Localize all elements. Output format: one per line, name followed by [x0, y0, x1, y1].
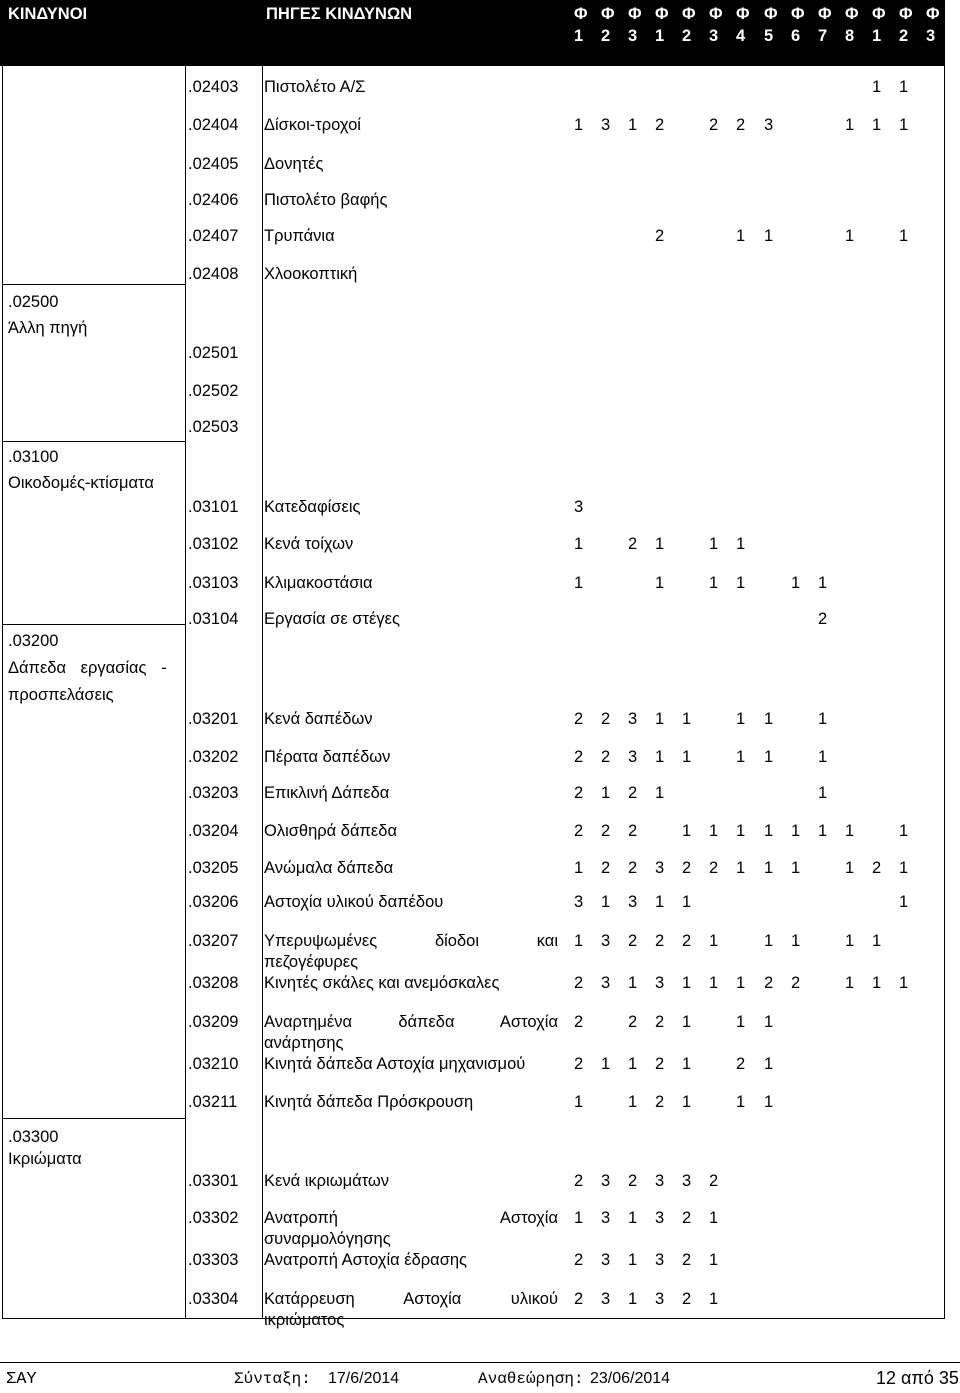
phase-value: 1 — [655, 748, 665, 766]
phase-value: 1 — [764, 822, 774, 840]
phase-value: 1 — [682, 893, 692, 911]
source-code: .02503 — [188, 418, 239, 436]
source-code: .03211 — [188, 1093, 238, 1111]
table-row — [186, 417, 943, 437]
source-description: Ανατροπή Αστοχία — [264, 1209, 558, 1227]
phase-value: 1 — [818, 784, 828, 802]
source-description: Αναρτημένα δάπεδα Αστοχία — [264, 1013, 558, 1031]
phase-header-number: 3 — [628, 27, 638, 45]
phase-value: 1 — [682, 710, 692, 728]
phase-value: 1 — [818, 822, 828, 840]
phase-value: 2 — [682, 1290, 692, 1308]
table-border-right — [944, 0, 945, 1318]
phase-header-letter: Φ — [601, 5, 615, 23]
phase-value: 1 — [872, 932, 882, 950]
phase-value: 1 — [601, 784, 611, 802]
phase-value: 2 — [628, 1013, 638, 1031]
phase-value: 1 — [574, 932, 584, 950]
phase-value: 1 — [736, 974, 746, 992]
source-code: .03301 — [188, 1172, 239, 1190]
source-description: Πιστολέτο Α/Σ — [264, 78, 366, 96]
table-row — [186, 343, 943, 363]
phase-value: 2 — [872, 859, 882, 877]
phase-value: 2 — [574, 822, 584, 840]
source-code: .03104 — [188, 610, 239, 628]
table-row — [186, 381, 943, 401]
section-divider — [2, 1118, 185, 1119]
source-description: Κενά τοίχων — [264, 535, 354, 553]
source-description: ικριώματος — [264, 1311, 345, 1329]
phase-value: 1 — [764, 227, 774, 245]
source-code: .03205 — [188, 859, 239, 877]
phase-value: 1 — [628, 1251, 638, 1269]
phase-value: 1 — [764, 1055, 774, 1073]
source-code: .03202 — [188, 748, 239, 766]
source-code: .03302 — [188, 1209, 239, 1227]
phase-value: 2 — [764, 974, 774, 992]
source-description: Κινητά δάπεδα Πρόσκρουση — [264, 1093, 474, 1111]
phase-header-letter: Φ — [574, 5, 588, 23]
source-code: .02406 — [188, 191, 239, 209]
phase-value: 2 — [574, 710, 584, 728]
hazard-label: προσπελάσεις — [8, 686, 114, 704]
phase-header-number: 4 — [736, 27, 746, 45]
phase-header-letter: Φ — [791, 5, 805, 23]
phase-value: 2 — [574, 1013, 584, 1031]
phase-value: 1 — [709, 974, 719, 992]
phase-value: 1 — [791, 822, 801, 840]
source-description: Δίσκοι-τροχοί — [264, 116, 361, 134]
phase-value: 2 — [818, 610, 828, 628]
phase-header-letter: Φ — [736, 5, 750, 23]
phase-value: 1 — [845, 227, 855, 245]
phase-value: 1 — [682, 822, 692, 840]
phase-value: 1 — [872, 116, 882, 134]
section-divider — [2, 284, 185, 285]
phase-value: 1 — [899, 893, 909, 911]
hazard-label: Δάπεδα εργασίας - — [8, 659, 167, 677]
phase-value: 2 — [682, 1251, 692, 1269]
phase-value: 1 — [872, 974, 882, 992]
phase-value: 1 — [818, 748, 828, 766]
phase-value: 1 — [655, 893, 665, 911]
source-code: .03209 — [188, 1013, 239, 1031]
phase-value: 1 — [791, 859, 801, 877]
phase-value: 1 — [899, 822, 909, 840]
phase-value: 2 — [736, 1055, 746, 1073]
phase-value: 3 — [628, 710, 638, 728]
phase-value: 1 — [601, 1055, 611, 1073]
phase-value: 1 — [655, 784, 665, 802]
phase-value: 2 — [736, 116, 746, 134]
phase-value: 1 — [628, 116, 638, 134]
phase-value: 1 — [709, 1209, 719, 1227]
footer-org: ΣΑΥ — [6, 1370, 37, 1389]
phase-value: 1 — [574, 535, 584, 553]
source-description: Ανατροπή Αστοχία έδρασης — [264, 1251, 468, 1269]
source-description: Κενά δαπέδων — [264, 710, 373, 728]
phase-value: 2 — [682, 859, 692, 877]
footer-revision-date: 23/06/2014 — [590, 1370, 671, 1387]
phase-value: 3 — [601, 1251, 611, 1269]
phase-value: 1 — [628, 974, 638, 992]
phase-value: 1 — [682, 1013, 692, 1031]
phase-value: 3 — [601, 116, 611, 134]
phase-value: 1 — [682, 974, 692, 992]
hazard-label: .03300 — [8, 1128, 59, 1146]
phase-header-number: 2 — [682, 27, 692, 45]
phase-header-letter: Φ — [628, 5, 642, 23]
phase-value: 3 — [655, 974, 665, 992]
phase-value: 3 — [655, 1251, 665, 1269]
phase-value: 1 — [709, 535, 719, 553]
hazard-label: .03100 — [8, 448, 59, 466]
phase-header-letter: Φ — [818, 5, 832, 23]
phase-value: 2 — [601, 822, 611, 840]
phase-value: 1 — [764, 859, 774, 877]
phase-value: 3 — [655, 859, 665, 877]
phase-value: 2 — [655, 1055, 665, 1073]
phase-value: 1 — [845, 859, 855, 877]
section-divider — [2, 441, 185, 442]
phase-value: 1 — [628, 1093, 638, 1111]
phase-value: 1 — [628, 1290, 638, 1308]
phase-header-number: 1 — [655, 27, 665, 45]
phase-header-letter: Φ — [899, 5, 913, 23]
phase-header-letter: Φ — [709, 5, 723, 23]
source-code: .03208 — [188, 974, 239, 992]
source-description: Πιστολέτο βαφής — [264, 191, 388, 209]
phase-value: 2 — [601, 748, 611, 766]
phase-value: 1 — [709, 574, 719, 592]
phase-value: 1 — [736, 227, 746, 245]
phase-value: 2 — [655, 116, 665, 134]
source-description: Κενά ικριωμάτων — [264, 1172, 390, 1190]
source-description: Δονητές — [264, 155, 324, 173]
source-code: .03101 — [188, 498, 239, 516]
phase-value: 3 — [655, 1290, 665, 1308]
phase-value: 1 — [655, 535, 665, 553]
phase-value: 1 — [682, 1093, 692, 1111]
source-code: .02408 — [188, 265, 239, 283]
hazard-label: Ικριώματα — [8, 1150, 82, 1168]
phase-value: 1 — [574, 1093, 584, 1111]
table-border-bottom — [2, 1318, 945, 1319]
phase-value: 2 — [791, 974, 801, 992]
source-code: .02502 — [188, 382, 239, 400]
phase-value: 1 — [574, 859, 584, 877]
phase-value: 1 — [655, 710, 665, 728]
phase-value: 2 — [628, 822, 638, 840]
sources-header: ΠΗΓΕΣ ΚΙΝΔΥΝΩΝ — [266, 5, 413, 23]
phase-value: 1 — [736, 1093, 746, 1111]
phase-value: 1 — [764, 1093, 774, 1111]
phase-value: 1 — [764, 932, 774, 950]
phase-value: 2 — [574, 784, 584, 802]
phase-value: 1 — [682, 748, 692, 766]
phase-value: 3 — [628, 748, 638, 766]
phase-value: 2 — [682, 1209, 692, 1227]
phase-header-number: 3 — [709, 27, 719, 45]
hazard-label: .03200 — [8, 632, 59, 650]
phase-value: 2 — [628, 859, 638, 877]
phase-value: 1 — [899, 116, 909, 134]
hazard-label: .02500 — [8, 293, 59, 311]
phase-value: 1 — [872, 78, 882, 96]
footer-composed-label: Σύνταξη: — [234, 1370, 311, 1388]
phase-value: 3 — [682, 1172, 692, 1190]
phase-header-letter: Φ — [682, 5, 696, 23]
phase-value: 2 — [655, 1013, 665, 1031]
phase-value: 2 — [601, 859, 611, 877]
source-code: .03303 — [188, 1251, 239, 1269]
source-code: .03203 — [188, 784, 239, 802]
source-code: .03102 — [188, 535, 239, 553]
phase-value: 1 — [791, 932, 801, 950]
phase-value: 1 — [628, 1209, 638, 1227]
source-code: .03206 — [188, 893, 239, 911]
phase-value: 1 — [601, 893, 611, 911]
phase-value: 3 — [655, 1172, 665, 1190]
phase-value: 1 — [899, 974, 909, 992]
phase-value: 1 — [574, 1209, 584, 1227]
phase-value: 1 — [655, 574, 665, 592]
phase-value: 1 — [736, 574, 746, 592]
phase-value: 1 — [574, 574, 584, 592]
phase-header-number: 8 — [845, 27, 855, 45]
phase-header-letter: Φ — [845, 5, 859, 23]
phase-value: 3 — [764, 116, 774, 134]
phase-header-number: 3 — [926, 27, 936, 45]
phase-value: 2 — [628, 784, 638, 802]
phase-value: 1 — [709, 1290, 719, 1308]
phase-value: 3 — [655, 1209, 665, 1227]
source-description: Εργασία σε στέγες — [264, 610, 400, 628]
hazards-header: ΚΙΝΔΥΝΟΙ — [8, 5, 88, 23]
phase-value: 2 — [628, 1172, 638, 1190]
phase-value: 3 — [574, 893, 584, 911]
phase-value: 1 — [791, 574, 801, 592]
source-code: .03210 — [188, 1055, 239, 1073]
section-divider — [2, 624, 185, 625]
phase-value: 1 — [709, 1251, 719, 1269]
phase-header-letter: Φ — [872, 5, 886, 23]
phase-value: 2 — [574, 1251, 584, 1269]
phase-value: 2 — [574, 1290, 584, 1308]
phase-value: 2 — [574, 974, 584, 992]
source-description: πεζογέφυρες — [264, 953, 359, 971]
phase-value: 2 — [682, 932, 692, 950]
phase-header-letter: Φ — [764, 5, 778, 23]
phase-value: 3 — [601, 1209, 611, 1227]
phase-value: 2 — [709, 859, 719, 877]
source-description: Κινητές σκάλες και ανεμόσκαλες — [264, 974, 500, 992]
phase-value: 1 — [574, 116, 584, 134]
phase-value: 3 — [601, 1290, 611, 1308]
phase-value: 1 — [764, 748, 774, 766]
phase-value: 3 — [601, 932, 611, 950]
phase-value: 1 — [736, 710, 746, 728]
phase-value: 2 — [574, 748, 584, 766]
phase-value: 2 — [628, 932, 638, 950]
phase-value: 1 — [899, 859, 909, 877]
phase-header-number: 1 — [574, 27, 584, 45]
source-description: Πέρατα δαπέδων — [264, 748, 391, 766]
phase-header-letter: Φ — [655, 5, 669, 23]
phase-value: 2 — [655, 932, 665, 950]
phase-value: 1 — [709, 932, 719, 950]
source-code: .02407 — [188, 227, 239, 245]
phase-value: 1 — [899, 78, 909, 96]
source-code: .03204 — [188, 822, 239, 840]
hazard-label: Οικοδομές-κτίσματα — [8, 474, 154, 492]
phase-header-number: 2 — [899, 27, 909, 45]
footer-page-number: 12 από 35 — [876, 1368, 959, 1388]
phase-value: 1 — [845, 822, 855, 840]
source-description: Κλιμακοστάσια — [264, 574, 373, 592]
source-code: .02501 — [188, 344, 239, 362]
phase-value: 1 — [736, 748, 746, 766]
source-code: .02403 — [188, 78, 239, 96]
phase-value: 1 — [899, 227, 909, 245]
source-description: Κατάρρευση Αστοχία υλικού — [264, 1290, 558, 1308]
source-description: Επικλινή Δάπεδα — [264, 784, 390, 802]
source-code: .03201 — [188, 710, 239, 728]
phase-header-number: 2 — [601, 27, 611, 45]
phase-value: 2 — [574, 1172, 584, 1190]
phase-value: 1 — [764, 710, 774, 728]
phase-value: 2 — [601, 710, 611, 728]
phase-header-letter: Φ — [926, 5, 940, 23]
phase-value: 2 — [628, 535, 638, 553]
table-border-left — [2, 0, 3, 1318]
phase-header-number: 5 — [764, 27, 774, 45]
source-description: Χλοοκοπτική — [264, 265, 358, 283]
phase-value: 1 — [736, 1013, 746, 1031]
footer-composed-date: 17/6/2014 — [328, 1370, 400, 1387]
source-description: Υπερυψωμένες δίοδοι και — [264, 932, 558, 950]
hazard-label: Άλλη πηγή — [8, 319, 88, 337]
source-code: .03207 — [188, 932, 239, 950]
source-description: Ανώμαλα δάπεδα — [264, 859, 394, 877]
source-description: συναρμολόγησης — [264, 1230, 391, 1248]
phase-value: 1 — [682, 1055, 692, 1073]
footer-revision-label: Αναθεώρηση: — [478, 1370, 584, 1388]
source-description: Τρυπάνια — [264, 227, 335, 245]
source-description: Αστοχία υλικού δαπέδου — [264, 893, 444, 911]
phase-value: 3 — [628, 893, 638, 911]
source-code: .03103 — [188, 574, 239, 592]
source-code: .03304 — [188, 1290, 239, 1308]
phase-value: 1 — [736, 859, 746, 877]
phase-value: 2 — [574, 1055, 584, 1073]
phase-value: 1 — [845, 974, 855, 992]
source-description: ανάρτησης — [264, 1034, 344, 1052]
phase-value: 1 — [764, 1013, 774, 1031]
phase-value: 1 — [818, 710, 828, 728]
phase-value: 2 — [709, 1172, 719, 1190]
phase-value: 1 — [818, 574, 828, 592]
phase-value: 1 — [709, 822, 719, 840]
phase-value: 2 — [655, 1093, 665, 1111]
phase-value: 3 — [601, 1172, 611, 1190]
phase-value: 2 — [655, 227, 665, 245]
phase-value: 1 — [845, 116, 855, 134]
source-code: .02405 — [188, 155, 239, 173]
source-description: Κινητά δάπεδα Αστοχία μηχανισμού — [264, 1055, 526, 1073]
phase-value: 1 — [736, 822, 746, 840]
source-description: Ολισθηρά δάπεδα — [264, 822, 397, 840]
phase-value: 2 — [709, 116, 719, 134]
phase-header-number: 7 — [818, 27, 828, 45]
phase-value: 1 — [845, 932, 855, 950]
phase-header-number: 1 — [872, 27, 882, 45]
table-header — [0, 0, 944, 66]
phase-value: 1 — [628, 1055, 638, 1073]
source-code: .02404 — [188, 116, 239, 134]
footer-rule — [0, 1362, 960, 1363]
phase-value: 3 — [574, 498, 584, 516]
phase-value: 1 — [736, 535, 746, 553]
phase-value: 3 — [601, 974, 611, 992]
phase-header-number: 6 — [791, 27, 801, 45]
source-description: Κατεδαφίσεις — [264, 498, 361, 516]
